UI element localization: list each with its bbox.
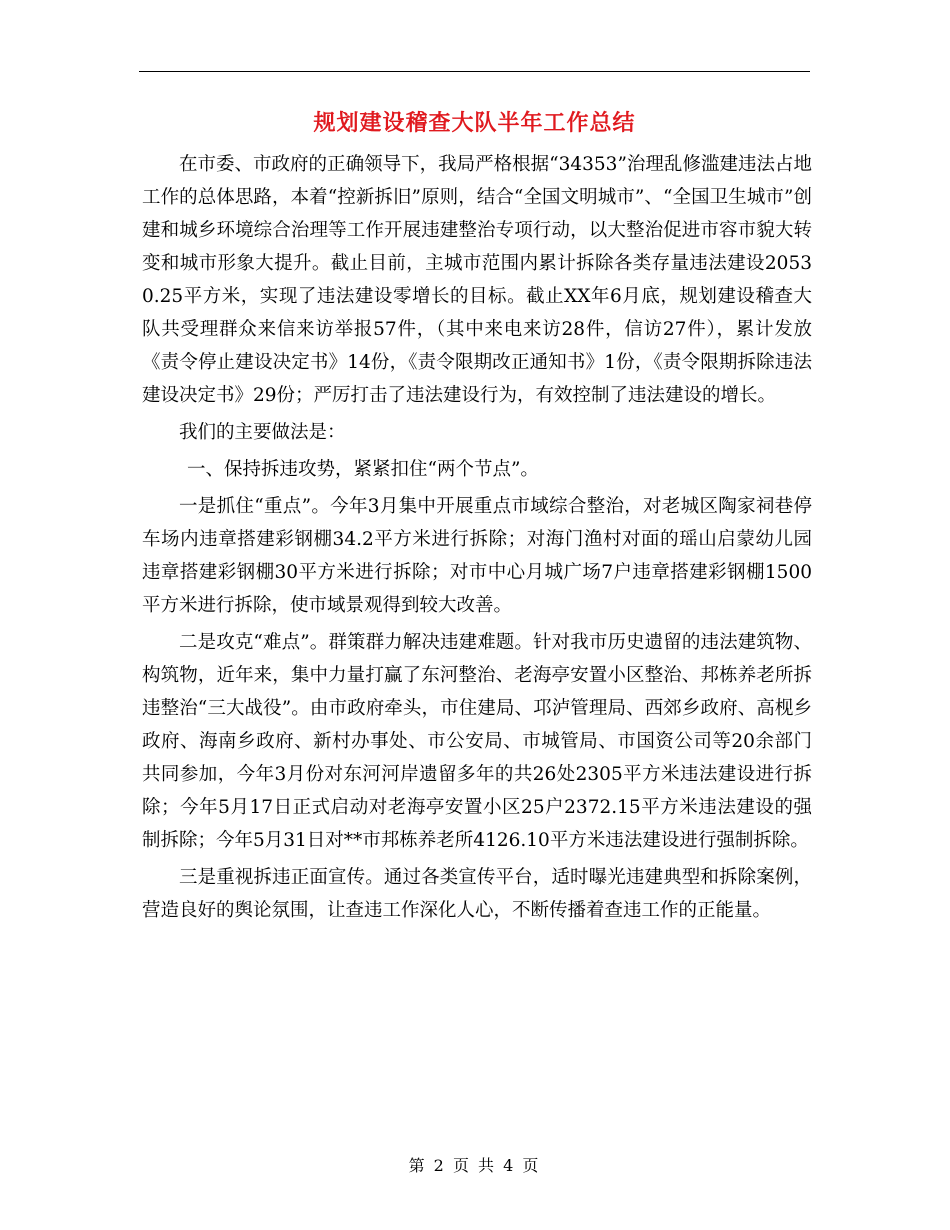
document-body bbox=[142, 148, 812, 927]
section-heading-1: 一、保持拆违攻势，紧紧扣住“两个节点”。 bbox=[187, 459, 539, 480]
page-number: 第 2 页 共 4 页 bbox=[408, 1156, 541, 1175]
header-rule bbox=[139, 71, 810, 72]
paragraph-key-points: 一是抓住“重点”。今年3月集中开展重点市域综合整治，对老城区陶家祠巷停车场内违章搭建彩钢棚34.2平方米进行拆除；对海门渔村对面的瑶山启蒙幼儿园违章搭建彩钢棚30平方米进行拆除；对市中心月城广场7户违章搭建彩钢棚1500平方米进行拆除，使市域景观得到较大改善。 bbox=[142, 496, 812, 616]
paragraph-methods-lead: 我们的主要做法是： bbox=[179, 422, 346, 443]
paragraph-difficult-points: 二是攻克“难点”。群策群力解决违建难题。针对我市历史遗留的违法建筑物、构筑物，近年来，集中力量打赢了东河整治、老海亭安置小区整治、邦栋养老所拆违整治“三大战役”。由市政府牵头，市住建局、邛泸管理局、西郊乡政府、高枧乡政府、海南乡政府、新村办事处、市公安局、市城管局、市国资公司等20余部门共同参加，今年3月份对东河河岸遗留多年的共26处2305平方米违法建设进行拆除；今年5月17日正式启动对老海亭安置小区25户2372.15平方米违法建设的强制拆除；今年5月31日对**市邦栋养老所4126.10平方米违法建设进行强制拆除。 bbox=[142, 632, 812, 851]
paragraph-publicity: 三是重视拆违正面宣传。通过各类宣传平台，适时曝光违建典型和拆除案例，营造良好的舆论氛围，让查违工作深化人心，不断传播着查违工作的正能量。 bbox=[142, 867, 812, 921]
paragraph-intro: 在市委、市政府的正确领导下，我局严格根据“34353”治理乱修滥建违法占地工作的总体思路，本着“控新拆旧”原则，结合“全国文明城市”、“全国卫生城市”创建和城乡环境综合治理等工作开展违建整治专项行动，以大整治促进市容市貌大转变和城市形象大提升。截止目前，主城市范围内累计拆除各类存量违法建设20530.25平方米，实现了违法建设零增长的目标。截止XX年6月底，规划建设稽查大队共受理群众来信来访举报57件，（其中来电来访28件，信访27件），累计发放《责令停止建设决定书》14份，《责令限期改正通知书》1份，《责令限期拆除违法建设决定书》29份；严厉打击了违法建设行为，有效控制了违法建设的增长。 bbox=[142, 154, 812, 406]
document-title: 规划建设稽查大队半年工作总结 bbox=[313, 110, 636, 136]
